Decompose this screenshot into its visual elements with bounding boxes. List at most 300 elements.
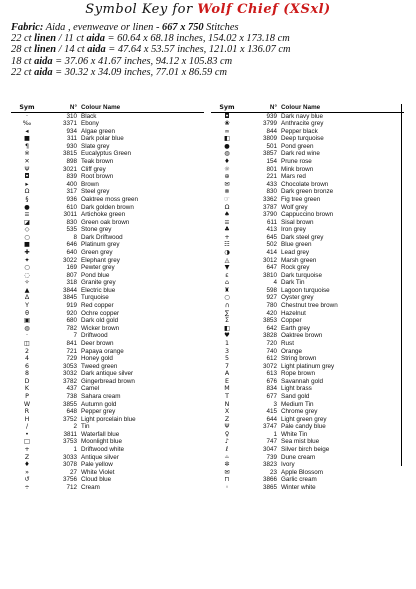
colour-number: 3032	[62, 370, 77, 378]
symbol: ·	[25, 332, 28, 340]
colour-number: 612	[266, 355, 277, 363]
symbol: ≡	[24, 211, 30, 219]
symbol: ○	[24, 233, 30, 241]
colour-number: 642	[266, 324, 277, 332]
symbol: ✦	[24, 256, 30, 264]
table-row	[11, 363, 204, 371]
colour-name: Oaktree moss green	[81, 195, 139, 203]
colour-name: Deep turquoise	[281, 135, 324, 143]
table-row	[211, 454, 404, 462]
table-row	[11, 279, 204, 287]
table-row	[211, 226, 404, 234]
table-row	[11, 294, 204, 302]
colour-name: Light porcelain blue	[81, 415, 136, 423]
symbol: ∩	[224, 302, 230, 310]
table-row	[211, 363, 404, 371]
table-row	[211, 219, 404, 227]
table-row	[211, 340, 404, 348]
colour-number: 830	[66, 218, 77, 226]
colour-number: 930	[66, 142, 77, 150]
colour-name: White Tin	[281, 430, 308, 438]
table-row	[11, 241, 204, 249]
table-row	[11, 416, 204, 424]
colour-number: 3012	[262, 256, 277, 264]
fabric-line	[11, 22, 411, 33]
symbol: ●	[24, 203, 30, 211]
colour-name: Tweed green	[81, 362, 118, 370]
symbol: ÷	[24, 483, 30, 491]
colour-name: Pewter grey	[81, 264, 115, 272]
symbol: ○	[24, 264, 30, 272]
symbol: X	[224, 408, 230, 416]
symbol: §	[25, 195, 29, 203]
colour-number: 740	[266, 347, 277, 355]
symbol: H	[24, 415, 30, 423]
symbol: 1	[224, 339, 229, 347]
colour-name: Root brown	[81, 173, 114, 181]
symbol: 7	[224, 362, 229, 370]
header-number: N°	[269, 104, 277, 111]
colour-number: 3855	[62, 400, 77, 408]
table-row	[11, 249, 204, 257]
colour-number: 640	[66, 248, 77, 256]
symbol: ◘	[224, 112, 230, 120]
colour-name: Brown	[81, 180, 99, 188]
colour-name: Pepper black	[281, 127, 318, 135]
colour-number: 680	[66, 317, 77, 325]
table-row	[211, 438, 404, 446]
table-row	[211, 241, 404, 249]
table-row	[211, 294, 404, 302]
table-row	[211, 370, 404, 378]
colour-number: 3756	[62, 476, 77, 484]
symbol: ◧	[224, 324, 230, 332]
symbol: ‰	[22, 120, 32, 128]
table-row	[211, 257, 404, 265]
colour-number: 433	[266, 180, 277, 188]
table-row	[211, 401, 404, 409]
colour-name: Lead grey	[281, 248, 310, 256]
table-row	[211, 469, 404, 477]
colour-number: 919	[66, 302, 77, 310]
symbol: ■	[24, 241, 30, 249]
symbol: ○	[224, 294, 230, 302]
table-row	[211, 135, 404, 143]
symbol: ◬	[224, 256, 230, 264]
colour-name: Algae green	[81, 127, 115, 135]
symbol: ●	[224, 142, 230, 150]
symbol: R	[24, 408, 30, 416]
symbol: T	[225, 392, 229, 400]
colour-number: 598	[266, 286, 277, 294]
colour-number: 27	[69, 468, 77, 476]
symbol: ☞	[224, 195, 230, 203]
symbol: Ψ	[224, 423, 230, 431]
symbol: 3	[224, 347, 229, 355]
table-row	[211, 310, 404, 318]
colour-name: Anthracite grey	[281, 120, 324, 128]
table-row	[11, 287, 204, 295]
colour-number: 721	[66, 347, 77, 355]
symbol: ♜	[224, 286, 230, 294]
table-row	[11, 408, 204, 416]
colour-name: Teak brown	[81, 158, 114, 166]
colour-number: 807	[66, 271, 77, 279]
symbol: ▣	[24, 317, 30, 325]
colour-name: Dark golden brown	[81, 203, 134, 211]
stitch-count: 667 x 750	[162, 22, 204, 33]
table-row	[11, 264, 204, 272]
fabric-info	[11, 22, 411, 78]
colour-name: Hazelnut	[281, 309, 306, 317]
colour-name: Cream	[81, 483, 100, 491]
symbol: •	[25, 430, 29, 438]
colour-name: Antique silver	[81, 453, 119, 461]
colour-number: 8	[73, 233, 77, 241]
symbol: ◘	[24, 173, 30, 181]
symbol: K	[24, 385, 30, 393]
colour-number: 3	[273, 400, 277, 408]
colour-name: Electric blue	[81, 286, 116, 294]
colour-number: 3053	[62, 362, 77, 370]
symbol: ✉	[224, 468, 230, 476]
symbol: M	[224, 385, 230, 393]
table-row	[11, 113, 204, 121]
colour-number: 648	[66, 408, 77, 416]
symbol: +	[24, 446, 30, 454]
colour-number: 3845	[62, 294, 77, 302]
table-row	[11, 150, 204, 158]
size-line: 22 ct aida = 30.32 x 34.09 inches, 77.01 x 86.59 cm	[11, 66, 227, 78]
colour-number: 3072	[262, 362, 277, 370]
colour-name: Apple Blossom	[281, 468, 323, 476]
colour-name: Dark antique silver	[81, 370, 134, 378]
colour-number: 1	[73, 446, 77, 454]
table-row	[11, 348, 204, 356]
table-row	[211, 325, 404, 333]
colour-number: 645	[266, 233, 277, 241]
symbol: ♦	[224, 158, 230, 166]
table-row	[11, 484, 204, 492]
fabric-tail: Stitches	[203, 22, 239, 33]
symbol: ∑	[224, 309, 230, 317]
colour-name: Sand gold	[281, 392, 310, 400]
table-row	[11, 181, 204, 189]
colour-name: Orange	[281, 347, 303, 355]
table-row	[211, 264, 404, 272]
colour-number: 839	[66, 173, 77, 181]
colour-number: 311	[66, 135, 77, 143]
colour-number: 3790	[262, 211, 277, 219]
table-header	[11, 104, 204, 113]
symbol: θ	[25, 309, 29, 317]
symbol: ▲	[24, 286, 30, 294]
symbol: 2	[24, 347, 29, 355]
symbol: P	[25, 392, 29, 400]
table-right-border	[401, 104, 402, 466]
colour-number: 414	[266, 248, 277, 256]
colour-name: Dark turquoise	[281, 271, 322, 279]
table-row	[211, 211, 404, 219]
colour-name: Cloud blue	[81, 476, 112, 484]
table-row	[211, 166, 404, 174]
colour-number: 646	[66, 241, 77, 249]
symbol: ▸	[25, 180, 29, 188]
colour-name: Chestnut tree brown	[281, 302, 338, 310]
table-header	[211, 104, 404, 113]
table-row	[11, 135, 204, 143]
table-row	[211, 128, 404, 136]
colour-number: 712	[66, 483, 77, 491]
symbol: □	[24, 438, 30, 446]
table-row	[211, 348, 404, 356]
symbol: ◇	[24, 226, 30, 234]
colour-number: 927	[266, 294, 277, 302]
table-row	[11, 469, 204, 477]
colour-name: Red copper	[81, 302, 114, 310]
table-row	[11, 385, 204, 393]
symbol: ※	[24, 150, 30, 158]
pattern-name: Wolf Chief (XSxl)	[197, 2, 331, 17]
table-row	[11, 211, 204, 219]
table-row	[211, 461, 404, 469]
table-row	[11, 128, 204, 136]
colour-number: 936	[66, 195, 77, 203]
table-row	[11, 461, 204, 469]
symbol: ■	[24, 135, 30, 143]
table-row	[211, 476, 404, 484]
colour-name: Mink brown	[281, 165, 314, 173]
table-row	[211, 423, 404, 431]
symbol: ☷	[224, 241, 230, 249]
table-row	[11, 204, 204, 212]
symbol: 4	[24, 355, 29, 363]
colour-name: Green grey	[81, 248, 113, 256]
table-row	[11, 325, 204, 333]
table-row	[211, 317, 404, 325]
symbol: ⊗	[224, 188, 230, 196]
colour-number: 739	[266, 453, 277, 461]
fabric-text: Aida , evenweave or linen -	[43, 22, 163, 33]
colour-name: Black	[81, 112, 97, 120]
symbol: D	[24, 377, 30, 385]
symbol: ✕	[24, 158, 30, 166]
colour-name: Dark Tin	[281, 279, 305, 287]
table-row	[211, 196, 404, 204]
colour-number: 610	[66, 203, 77, 211]
colour-name: Sea mist blue	[281, 438, 320, 446]
colour-name: Ebony	[81, 120, 99, 128]
symbol: ⊓	[224, 476, 230, 484]
colour-number: 920	[66, 309, 77, 317]
colour-number: 613	[266, 370, 277, 378]
table-row	[211, 393, 404, 401]
colour-name: Papaya orange	[81, 347, 124, 355]
header-colour-name: Colour Name	[281, 104, 321, 111]
symbol: ◍	[24, 324, 30, 332]
colour-name: Blue green	[281, 241, 312, 249]
symbol: ◌	[24, 271, 30, 279]
table-row	[11, 226, 204, 234]
symbol: ℓ	[225, 446, 229, 454]
symbol: ◪	[24, 218, 30, 226]
colour-name: Rope brown	[281, 370, 315, 378]
colour-name: Ivory	[281, 461, 295, 469]
table-row	[11, 438, 204, 446]
colour-name: Light brass	[281, 385, 312, 393]
table-row	[11, 302, 204, 310]
symbol: ❀	[224, 120, 230, 128]
symbol: ◑	[224, 248, 230, 256]
symbol: 8	[24, 370, 29, 378]
colour-name: Ochre copper	[81, 309, 120, 317]
colour-name: Sisal brown	[281, 218, 314, 226]
size-line: 18 ct aida = 37.06 x 41.67 inches, 94.12 x 105.83 cm	[11, 55, 233, 67]
colour-number: 154	[266, 158, 277, 166]
table-row	[211, 416, 404, 424]
table-row	[11, 143, 204, 151]
table-row	[11, 378, 204, 386]
table-row	[11, 401, 204, 409]
table-row	[11, 257, 204, 265]
colour-name: Pond green	[281, 142, 314, 150]
symbol: Δ	[24, 294, 30, 302]
table-row	[211, 113, 404, 121]
table-row	[211, 234, 404, 242]
colour-number: 413	[266, 226, 277, 234]
symbol: »	[25, 468, 29, 476]
colour-name: Fig tree green	[281, 195, 321, 203]
colour-number: 23	[269, 468, 277, 476]
symbol: ◧	[224, 135, 230, 143]
colour-name: Moonlight blue	[81, 438, 122, 446]
colour-number: 647	[266, 264, 277, 272]
colour-name: Mars red	[281, 173, 306, 181]
colour-number: 420	[266, 309, 277, 317]
table-row	[211, 143, 404, 151]
symbol: 6	[24, 362, 29, 370]
colour-number: 3823	[262, 461, 277, 469]
symbol: N	[224, 400, 230, 408]
table-row	[11, 332, 204, 340]
colour-name: Garlic cream	[281, 476, 317, 484]
colour-name: Dark green bronze	[281, 188, 334, 196]
symbol: Z	[224, 415, 230, 423]
symbol: W	[23, 400, 31, 408]
colour-name: Lagoon turquoise	[281, 286, 330, 294]
symbol: /	[25, 423, 29, 431]
colour-number: 3047	[262, 446, 277, 454]
colour-name: Silver birch beige	[281, 446, 330, 454]
table-row	[11, 423, 204, 431]
symbol: +	[224, 233, 230, 241]
colour-name: Dark polar blue	[81, 135, 124, 143]
table-row	[11, 219, 204, 227]
colour-number: 318	[66, 279, 77, 287]
colour-name: Camel	[81, 385, 100, 393]
table-row	[211, 378, 404, 386]
symbol: ▼	[224, 264, 230, 272]
table-row	[211, 204, 404, 212]
colour-name: Prune rose	[281, 158, 312, 166]
colour-name: Light platinum grey	[281, 362, 335, 370]
header-number: N°	[69, 104, 77, 111]
table-row	[11, 355, 204, 363]
colour-name: Chrome grey	[281, 408, 318, 416]
colour-number: 3021	[62, 165, 77, 173]
colour-number: 415	[266, 408, 277, 416]
symbol: Y	[25, 302, 29, 310]
colour-name: Cliff grey	[81, 165, 106, 173]
colour-number: 934	[66, 127, 77, 135]
symbol: ·	[25, 112, 28, 120]
colour-number: 3810	[262, 271, 277, 279]
colour-name: Platinum grey	[81, 241, 120, 249]
colour-name: Pale yellow	[81, 461, 113, 469]
fabric-label: Fabric:	[11, 22, 44, 33]
colour-name: Autumn gold	[81, 400, 117, 408]
size-line: 22 ct linen / 11 ct aida = 60.64 x 68.18 inches, 154.02 x 173.18 cm	[11, 33, 290, 45]
colour-number: 502	[266, 241, 277, 249]
symbol: ♠	[224, 211, 230, 219]
colour-number: 3799	[262, 120, 277, 128]
symbol: ♀	[224, 430, 230, 438]
table-row	[11, 340, 204, 348]
table-row	[11, 234, 204, 242]
symbol: A	[224, 370, 230, 378]
table-row	[11, 476, 204, 484]
colour-name: Medium Tin	[281, 400, 314, 408]
colour-number: 3753	[62, 438, 77, 446]
table-row	[211, 188, 404, 196]
colour-number: 221	[266, 173, 277, 181]
colour-name: Marsh green	[281, 256, 317, 264]
colour-name: Honey gold	[81, 355, 113, 363]
symbol: E	[225, 377, 229, 385]
table-row	[211, 120, 404, 128]
colour-name: Dark old gold	[81, 317, 119, 325]
colour-number: 3857	[262, 150, 277, 158]
colour-number: 3815	[62, 150, 77, 158]
table-row	[11, 454, 204, 462]
colour-name: Driftwood white	[81, 446, 125, 454]
colour-number: 834	[266, 385, 277, 393]
symbol: Z	[24, 453, 30, 461]
header-sym: Sym	[219, 104, 235, 111]
colour-number: 720	[266, 339, 277, 347]
colour-name: Wolf grey	[281, 203, 308, 211]
colour-name: Dark steel grey	[281, 233, 324, 241]
colour-name: Deer brown	[81, 339, 114, 347]
colour-number: 3865	[262, 483, 277, 491]
colour-number: 676	[266, 377, 277, 385]
colour-name: Sahara cream	[81, 392, 121, 400]
colour-name: Dune cream	[281, 453, 316, 461]
page-title	[0, 2, 416, 17]
colour-name: Iron grey	[281, 226, 306, 234]
colour-number: 437	[66, 385, 77, 393]
table-row	[11, 196, 204, 204]
symbol: ♦	[24, 461, 30, 469]
colour-number: 3747	[262, 423, 277, 431]
colour-name: Savannah gold	[281, 377, 324, 385]
table-row	[211, 279, 404, 287]
colour-number: 3371	[62, 120, 77, 128]
colour-name: Pond blue	[81, 271, 110, 279]
table-row	[211, 484, 404, 492]
colour-name: Cappuccino brown	[281, 211, 334, 219]
table-row	[11, 158, 204, 166]
